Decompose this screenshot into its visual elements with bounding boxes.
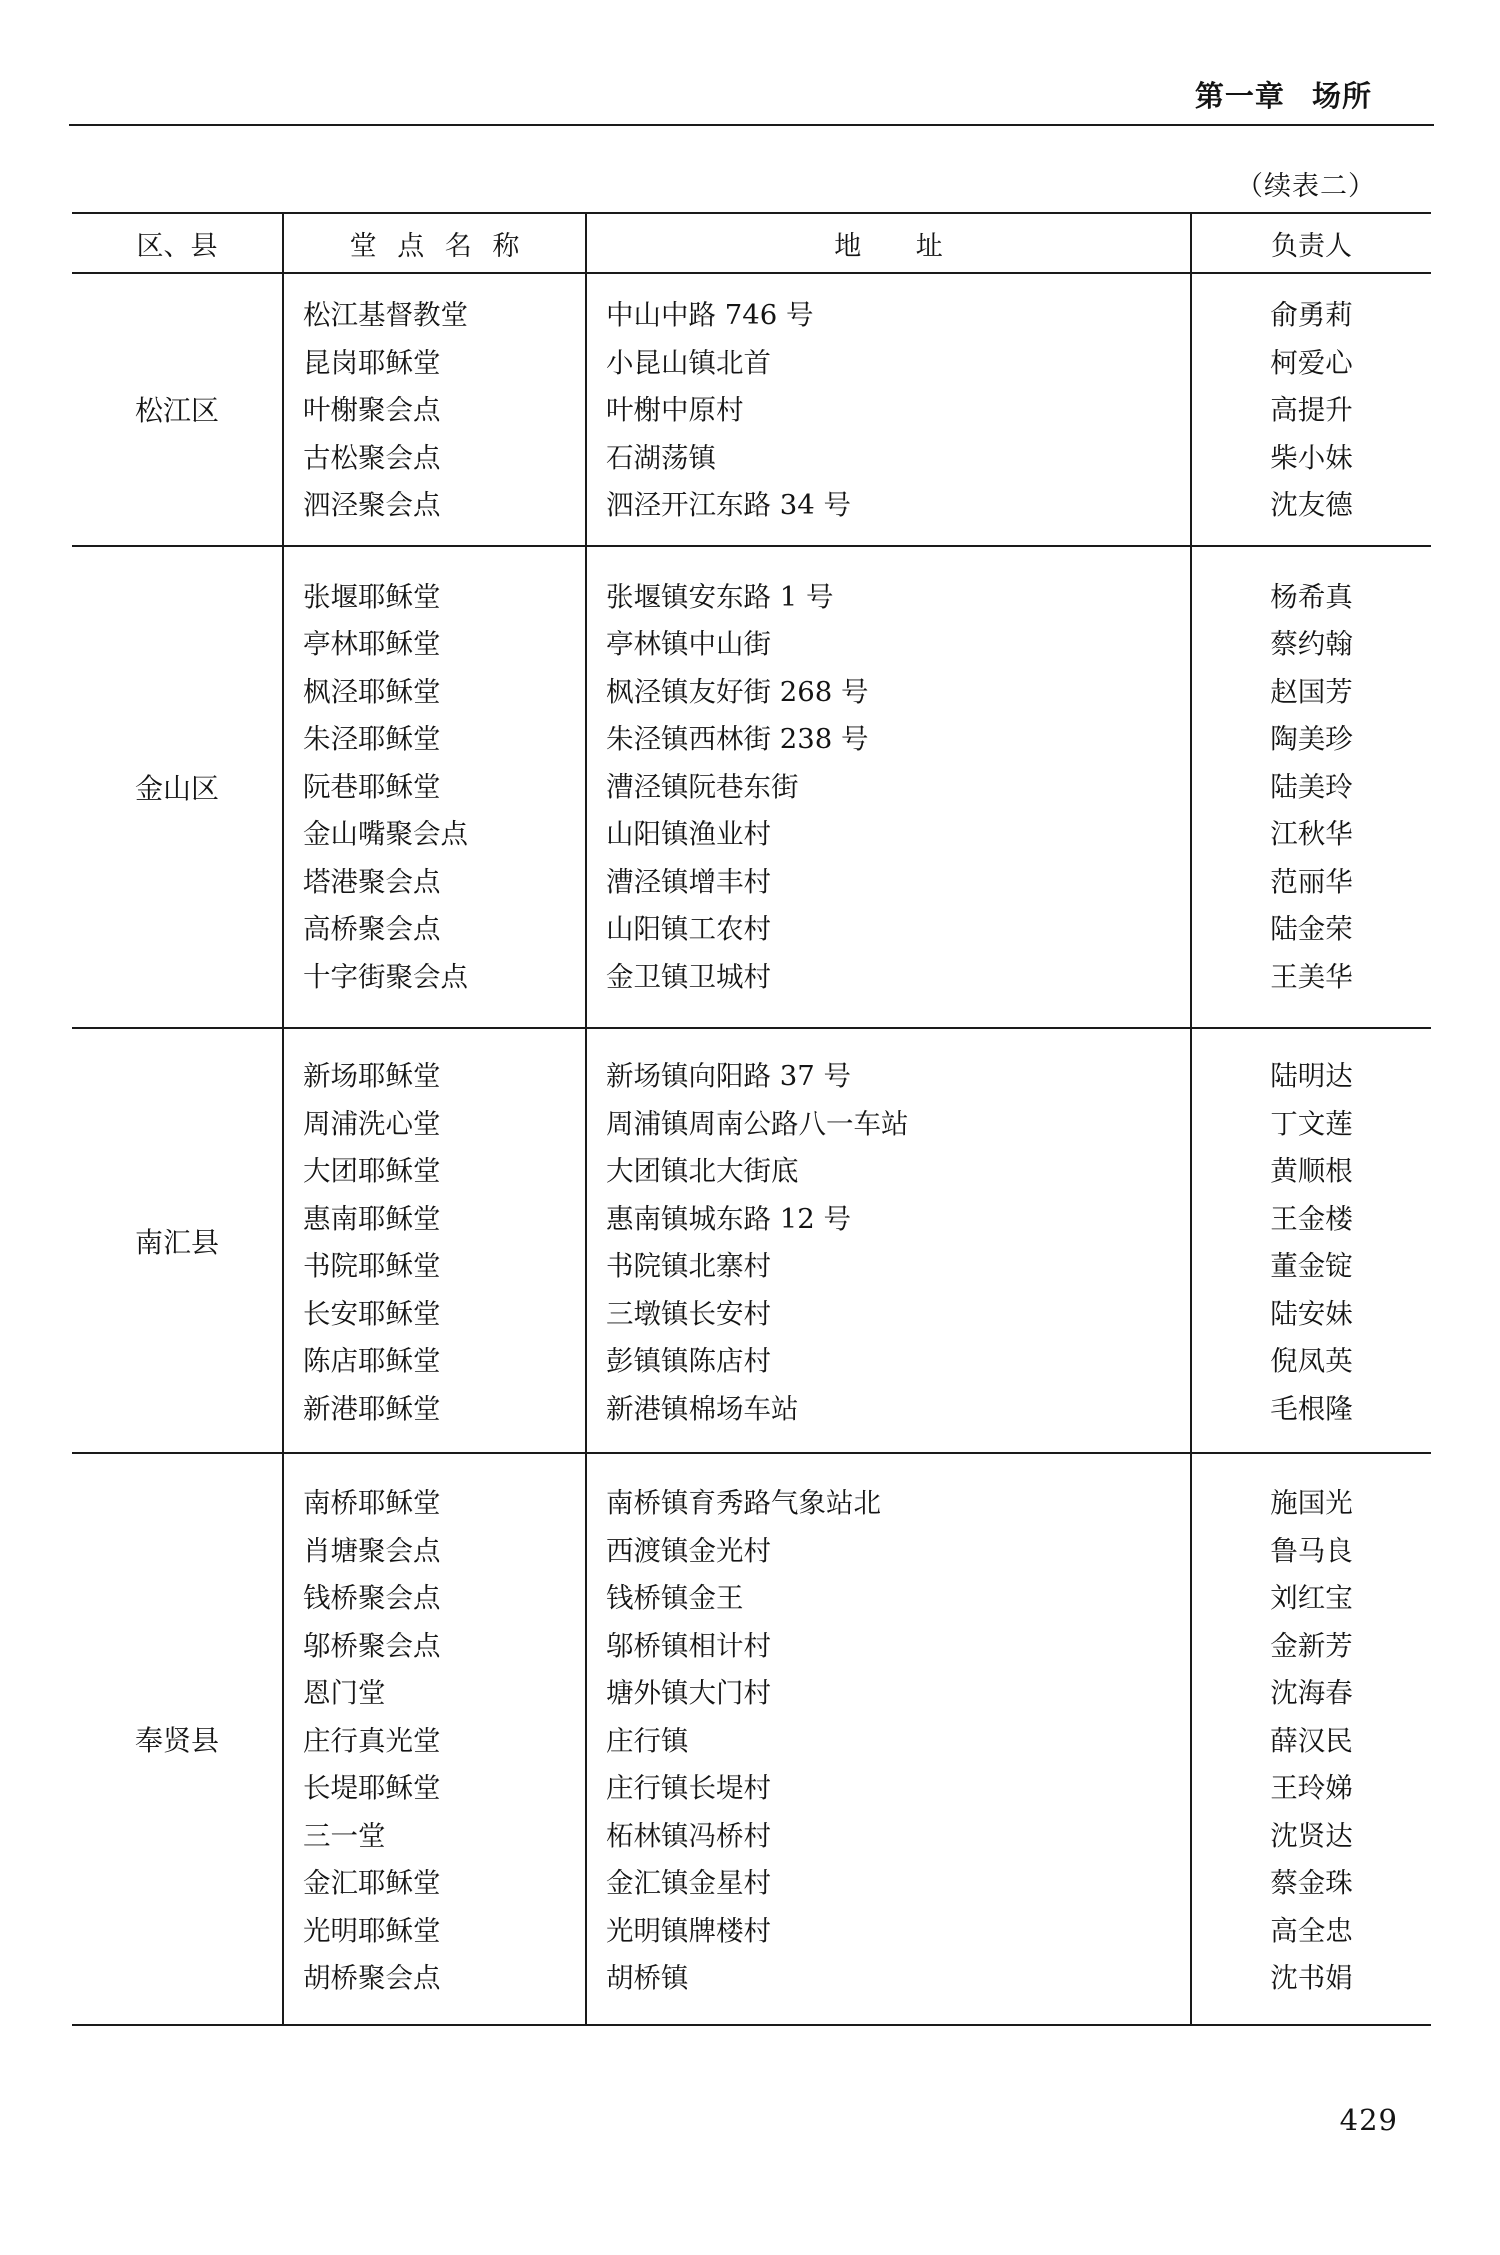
district-label: 松江区 xyxy=(134,394,219,428)
header-name: 堂 点 名 称 xyxy=(282,214,585,272)
church-name: 长安耶稣堂 xyxy=(303,1297,441,1330)
church-name: 陈店耶稣堂 xyxy=(303,1345,441,1377)
church-name: 塔港聚会点 xyxy=(303,865,441,898)
district-label: 金山区 xyxy=(134,771,219,805)
church-name: 长堤耶稣堂 xyxy=(303,1772,441,1804)
address-column xyxy=(585,274,1190,545)
church-name: 昆岗耶稣堂 xyxy=(303,346,441,379)
header-address: 地 址 xyxy=(585,214,1190,272)
church-address: 金卫镇卫城村 xyxy=(606,960,771,993)
person-in-charge: 柴小妹 xyxy=(1270,441,1353,474)
person-in-charge: 沈友德 xyxy=(1270,489,1353,521)
church-address: 中山中路 746 号 xyxy=(606,299,814,331)
church-name: 十字街聚会点 xyxy=(303,960,468,993)
person-in-charge: 柯爱心 xyxy=(1270,346,1353,379)
page-number: 429 xyxy=(1339,2103,1398,2137)
church-address: 三墩镇长安村 xyxy=(606,1297,771,1330)
person-in-charge-column xyxy=(1190,1029,1431,1452)
church-name-column xyxy=(282,1454,585,2024)
person-in-charge: 陆金荣 xyxy=(1270,913,1353,945)
church-address: 山阳镇工农村 xyxy=(606,913,771,945)
church-address: 金汇镇金星村 xyxy=(606,1867,771,1899)
continuation-label: （续表二） xyxy=(1236,171,1376,202)
table-header-row xyxy=(72,214,1431,274)
church-address: 漕泾镇阮巷东街 xyxy=(606,770,799,803)
person-in-charge: 刘红宝 xyxy=(1270,1582,1353,1614)
address-column xyxy=(585,1454,1190,2024)
person-in-charge: 杨希真 xyxy=(1270,580,1353,613)
church-name: 三一堂 xyxy=(303,1819,386,1852)
running-head: 第一章 场所 xyxy=(1194,79,1372,113)
church-address: 石湖荡镇 xyxy=(606,441,716,474)
church-address: 庄行镇长堤村 xyxy=(606,1772,771,1804)
district-label: 奉贤县 xyxy=(134,1723,219,1757)
person-in-charge: 黄顺根 xyxy=(1270,1155,1353,1187)
church-name: 肖塘聚会点 xyxy=(303,1534,441,1567)
church-table xyxy=(72,212,1431,2026)
church-address: 彭镇镇陈店村 xyxy=(606,1345,771,1377)
person-in-charge: 王金楼 xyxy=(1270,1202,1353,1235)
church-name: 枫泾耶稣堂 xyxy=(303,675,441,708)
church-address: 叶榭中原村 xyxy=(606,394,744,426)
district-section xyxy=(72,547,1431,1030)
church-address: 胡桥镇 xyxy=(606,1962,689,1994)
church-name: 大团耶稣堂 xyxy=(303,1155,441,1187)
church-address: 柘林镇冯桥村 xyxy=(606,1819,771,1852)
person-in-charge: 董金锭 xyxy=(1270,1250,1353,1282)
church-name-column xyxy=(282,1029,585,1452)
person-in-charge: 沈海春 xyxy=(1270,1677,1353,1709)
church-name: 亭林耶稣堂 xyxy=(303,628,441,660)
church-address: 塘外镇大门村 xyxy=(606,1677,771,1709)
church-address: 周浦镇周南公路八一车站 xyxy=(606,1107,909,1140)
church-name: 钱桥聚会点 xyxy=(303,1582,441,1614)
person-in-charge-column xyxy=(1190,547,1431,1028)
church-name: 书院耶稣堂 xyxy=(303,1250,441,1282)
church-address: 亭林镇中山街 xyxy=(606,628,771,660)
church-address: 光明镇牌楼村 xyxy=(606,1914,771,1947)
church-address: 钱桥镇金王 xyxy=(606,1582,744,1614)
person-in-charge: 赵国芳 xyxy=(1270,675,1353,708)
person-in-charge: 高全忠 xyxy=(1270,1914,1353,1947)
church-address: 大团镇北大街底 xyxy=(606,1155,799,1187)
church-address: 山阳镇渔业村 xyxy=(606,818,771,850)
church-name: 南桥耶稣堂 xyxy=(303,1487,441,1519)
header-district: 区、县 xyxy=(136,230,218,262)
church-name: 泗泾聚会点 xyxy=(303,489,441,521)
church-name: 新场耶稣堂 xyxy=(303,1060,441,1092)
church-name: 邬桥聚会点 xyxy=(303,1629,441,1662)
church-address: 南桥镇育秀路气象站北 xyxy=(606,1487,881,1519)
church-name-column xyxy=(282,547,585,1028)
person-in-charge: 金新芳 xyxy=(1270,1629,1353,1662)
person-in-charge: 丁文莲 xyxy=(1270,1107,1353,1140)
address-column xyxy=(585,1029,1190,1452)
person-in-charge-column xyxy=(1190,274,1431,545)
church-address: 惠南镇城东路 12 号 xyxy=(606,1202,851,1235)
church-name: 庄行真光堂 xyxy=(303,1724,441,1757)
church-name: 阮巷耶稣堂 xyxy=(303,770,441,803)
header-person: 负责人 xyxy=(1190,214,1431,272)
church-name: 惠南耶稣堂 xyxy=(303,1202,441,1235)
church-address: 张堰镇安东路 1 号 xyxy=(606,580,834,613)
person-in-charge: 陆美玲 xyxy=(1270,770,1353,803)
person-in-charge: 鲁马良 xyxy=(1270,1534,1353,1567)
person-in-charge: 倪凤英 xyxy=(1270,1345,1353,1377)
person-in-charge: 陶美珍 xyxy=(1270,723,1353,755)
district-section xyxy=(72,274,1431,547)
church-address: 枫泾镇友好街 268 号 xyxy=(606,675,869,708)
district-section xyxy=(72,1454,1431,2026)
church-name: 朱泾耶稣堂 xyxy=(303,723,441,755)
church-address: 漕泾镇增丰村 xyxy=(606,865,771,898)
church-address: 书院镇北寨村 xyxy=(606,1250,771,1282)
person-in-charge: 毛根隆 xyxy=(1270,1392,1353,1425)
address-column xyxy=(585,547,1190,1028)
person-in-charge: 蔡约翰 xyxy=(1270,628,1353,660)
person-in-charge: 陆安妹 xyxy=(1270,1297,1353,1330)
person-in-charge: 王美华 xyxy=(1270,960,1353,993)
person-in-charge: 江秋华 xyxy=(1270,818,1353,850)
church-name: 光明耶稣堂 xyxy=(303,1914,441,1947)
person-in-charge: 薛汉民 xyxy=(1270,1724,1353,1757)
person-in-charge: 沈书娟 xyxy=(1270,1962,1353,1994)
church-name: 松江基督教堂 xyxy=(303,299,468,331)
church-name: 恩门堂 xyxy=(303,1677,386,1709)
church-address: 新场镇向阳路 37 号 xyxy=(606,1060,851,1092)
church-address: 庄行镇 xyxy=(606,1724,689,1757)
person-in-charge: 高提升 xyxy=(1270,394,1353,426)
district-section xyxy=(72,1029,1431,1454)
person-in-charge: 王玲娣 xyxy=(1270,1772,1353,1804)
person-in-charge: 范丽华 xyxy=(1270,865,1353,898)
header-rule xyxy=(69,124,1434,126)
person-in-charge: 俞勇莉 xyxy=(1270,299,1353,331)
person-in-charge: 沈贤达 xyxy=(1270,1819,1353,1852)
church-name: 古松聚会点 xyxy=(303,441,441,474)
church-address: 邬桥镇相计村 xyxy=(606,1629,771,1662)
person-in-charge-column xyxy=(1190,1454,1431,2024)
church-name: 胡桥聚会点 xyxy=(303,1962,441,1994)
church-address: 朱泾镇西林街 238 号 xyxy=(606,723,869,755)
church-name: 金山嘴聚会点 xyxy=(303,818,468,850)
church-name: 张堰耶稣堂 xyxy=(303,580,441,613)
church-name: 新港耶稣堂 xyxy=(303,1392,441,1425)
church-name: 金汇耶稣堂 xyxy=(303,1867,441,1899)
church-name: 高桥聚会点 xyxy=(303,913,441,945)
church-address: 小昆山镇北首 xyxy=(606,346,771,379)
person-in-charge: 蔡金珠 xyxy=(1270,1867,1353,1899)
church-address: 泗泾开江东路 34 号 xyxy=(606,489,851,521)
person-in-charge: 施国光 xyxy=(1270,1487,1353,1519)
church-address: 西渡镇金光村 xyxy=(606,1534,771,1567)
church-address: 新港镇棉场车站 xyxy=(606,1392,799,1425)
church-name: 周浦洗心堂 xyxy=(303,1107,441,1140)
district-label: 南汇县 xyxy=(134,1225,219,1259)
church-name: 叶榭聚会点 xyxy=(303,394,441,426)
church-name-column xyxy=(282,274,585,545)
person-in-charge: 陆明达 xyxy=(1270,1060,1353,1092)
